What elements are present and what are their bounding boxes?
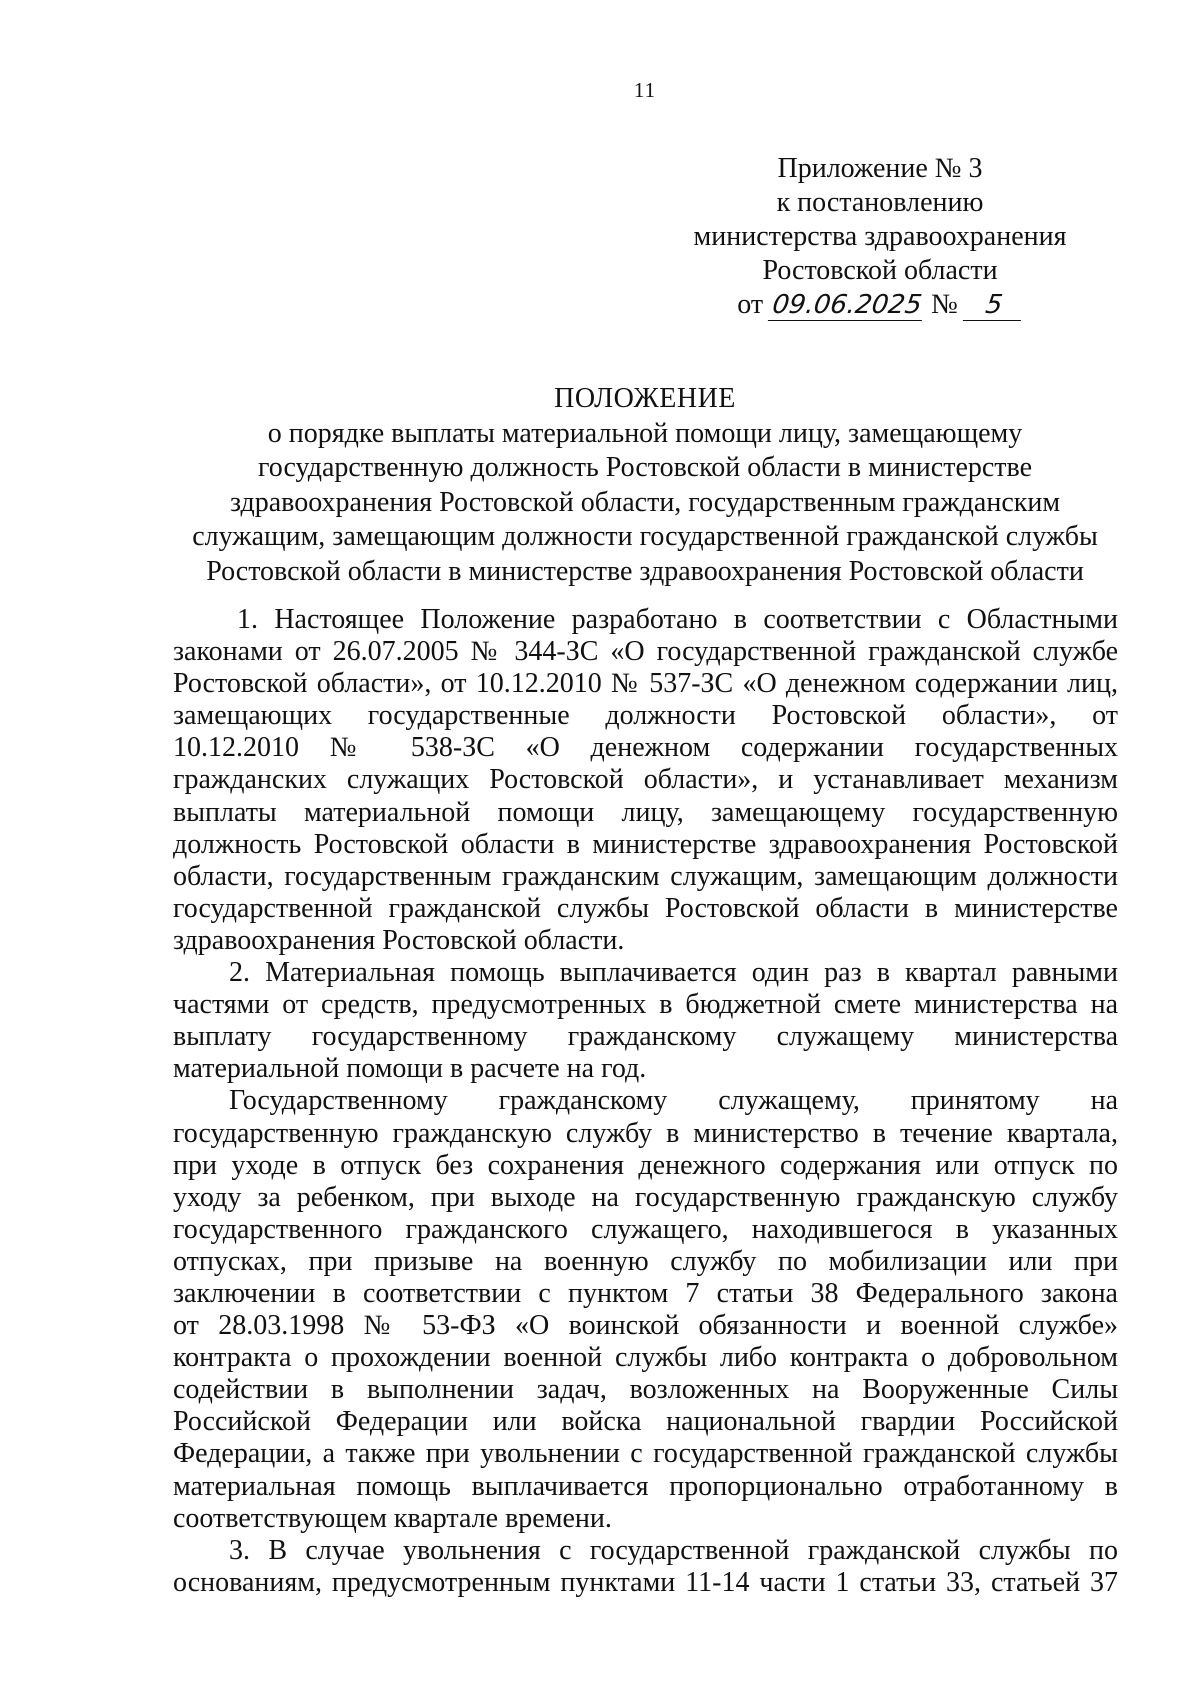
appendix-to-resolution: к постановлению bbox=[776, 187, 984, 218]
text-line: 10.12.2010 № 538-ЗС «О денежном содержании государственных bbox=[173, 732, 1118, 764]
title-line: здравоохранения Ростовской области, государственным гражданским bbox=[229, 486, 1061, 518]
text-line: от 28.03.1998 № 53-ФЗ «О воинской обязанности и военной службе» bbox=[173, 1310, 1118, 1342]
text-line: материальная помощь выплачивается пропорционально отработанному в bbox=[173, 1470, 1118, 1502]
text-line: Федерации, а также при увольнении с государственной гражданской службы bbox=[173, 1438, 1118, 1470]
text-line: содействии в выполнении задач, возложенных на Вооруженные Силы bbox=[173, 1374, 1118, 1406]
text-line: выплату государственному гражданскому служащему министерства bbox=[173, 1021, 1118, 1053]
text-line: должность Ростовской области в министерстве здравоохранения Ростовской bbox=[173, 828, 1118, 860]
text-line: государственной гражданской службы Ростовской области в министерстве bbox=[173, 892, 1118, 924]
text-line: государственного гражданского служащего, находившегося в указанных bbox=[173, 1213, 1118, 1245]
text-line: контракта о прохождении военной службы либо контракта о добровольном bbox=[173, 1342, 1118, 1374]
title-line: служащим, замещающим должности государственной гражданской службы bbox=[192, 521, 1098, 552]
paragraph-3 bbox=[173, 1085, 1118, 1534]
title-heading: ПОЛОЖЕНИЕ bbox=[554, 383, 736, 414]
text-line: 1. Настоящее Положение разработано в соответствии с Областными bbox=[237, 604, 1118, 635]
from-label: от bbox=[737, 289, 764, 320]
handwritten-date: 09.06.2025 bbox=[768, 290, 926, 321]
text-line: Российской Федерации или войска национальной гвардии Российской bbox=[173, 1406, 1118, 1438]
appendix-ministry: министерства здравоохранения bbox=[693, 221, 1067, 252]
text-line: 3. В случае увольнения с государственной гражданской службы по bbox=[229, 1534, 1118, 1566]
text-line: заключении в соответствии с пунктом 7 статьи 38 Федерального закона bbox=[173, 1277, 1118, 1309]
text-line: при уходе в отпуск без сохранения денежного содержания или отпуск по bbox=[173, 1149, 1118, 1181]
text-line: государственную гражданскую службу в министерство в течение квартала, bbox=[173, 1117, 1118, 1149]
appendix-title: Приложение № 3 bbox=[777, 153, 983, 184]
text-line: материальной помощи в расчете на год. bbox=[173, 1053, 647, 1085]
text-line: замещающих государственные должности Ростовской области», от bbox=[173, 700, 1118, 732]
text-line: частями от средств, предусмотренных в бюджетной смете министерства на bbox=[173, 989, 1118, 1021]
text-line: Государственному гражданскому служащему, принятому на bbox=[229, 1085, 1118, 1117]
text-line: уходу за ребенком, при выходе на государственную гражданскую службу bbox=[173, 1181, 1118, 1213]
title-line: Ростовской области в министерстве здравоохранения Ростовской области bbox=[206, 555, 1084, 587]
text-line: основаниям, предусмотренным пунктами 11-14 части 1 статьи 33, статьей 37 bbox=[173, 1566, 1118, 1598]
appendix-date-number-line bbox=[660, 288, 1100, 322]
text-line: 2. Материальная помощь выплачивается один раз в квартал равными bbox=[229, 957, 1118, 989]
number-label: № bbox=[931, 289, 958, 320]
text-line: области, государственным гражданским служащим, замещающим должности bbox=[173, 860, 1118, 892]
paragraph-4 bbox=[173, 1535, 1118, 1599]
text-line: здравоохранения Ростовской области. bbox=[173, 924, 625, 956]
text-line: Ростовской области», от 10.12.2010 № 537-ЗС «О денежном содержании лиц, bbox=[173, 668, 1118, 700]
paragraph-2 bbox=[173, 957, 1118, 1085]
appendix-header bbox=[660, 152, 1100, 322]
text-line: гражданских служащих Ростовской области», и устанавливает механизм bbox=[173, 764, 1118, 796]
text-line: выплаты материальной помощи лицу, замещающему государственную bbox=[173, 796, 1118, 828]
title-line: о порядке выплаты материальной помощи лицу, замещающему bbox=[267, 417, 1023, 449]
document-body bbox=[173, 604, 1118, 1599]
document-title bbox=[150, 382, 1140, 589]
title-line: государственную должность Ростовской области в министерстве bbox=[257, 452, 1033, 483]
text-line: отпусках, при призыве на военную службу по мобилизации или при bbox=[173, 1245, 1118, 1277]
text-line: законами от 26.07.2005 № 344-ЗС «О государственной гражданской службе bbox=[173, 636, 1118, 668]
text-line: соответствующем квартале времени. bbox=[173, 1502, 612, 1534]
handwritten-number: 5 bbox=[963, 290, 1025, 321]
appendix-region: Ростовской области bbox=[762, 255, 998, 286]
paragraph-1 bbox=[173, 604, 1118, 957]
page-number: 11 bbox=[633, 78, 657, 102]
